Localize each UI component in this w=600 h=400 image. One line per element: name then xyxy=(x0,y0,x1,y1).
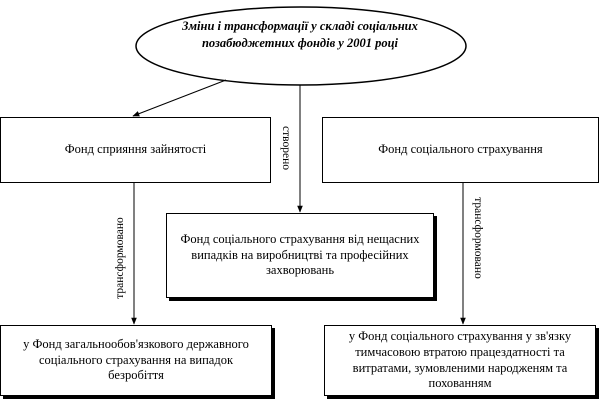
label-transformed-left: трансформовано xyxy=(114,217,126,299)
title-line-1: Зміни і трансформації у складі соціальних xyxy=(182,19,418,33)
right-fund-box xyxy=(322,117,599,183)
title-line-2: позабюджетних фондів у 2001 році xyxy=(201,35,399,50)
arrow-to-left-fund xyxy=(133,80,226,116)
right-fund-label: Фонд соціального страхування xyxy=(378,142,543,157)
left-fund-label: Фонд сприяння зайнятості xyxy=(64,142,207,157)
bottom-right-label: у Фонд соціального страхування у зв'язку тимчасовою втратою працездатності та витратами, зумовленими народженям та похованням xyxy=(348,329,572,391)
label-created: створено xyxy=(280,126,292,170)
title xyxy=(150,18,450,52)
left-fund-box xyxy=(0,117,271,183)
middle-fund-box xyxy=(166,213,434,298)
bottom-right-box xyxy=(324,325,596,396)
middle-fund-label: Фонд соціального страхування від нещасних випадків на виробництві та професійних захворювань xyxy=(180,232,420,278)
bottom-left-label: у Фонд загальнообов'язкового державного соціального страхування на випадок безробіття xyxy=(23,337,249,383)
label-transformed-right: трансформовано xyxy=(472,197,484,279)
bottom-left-box xyxy=(0,325,272,396)
